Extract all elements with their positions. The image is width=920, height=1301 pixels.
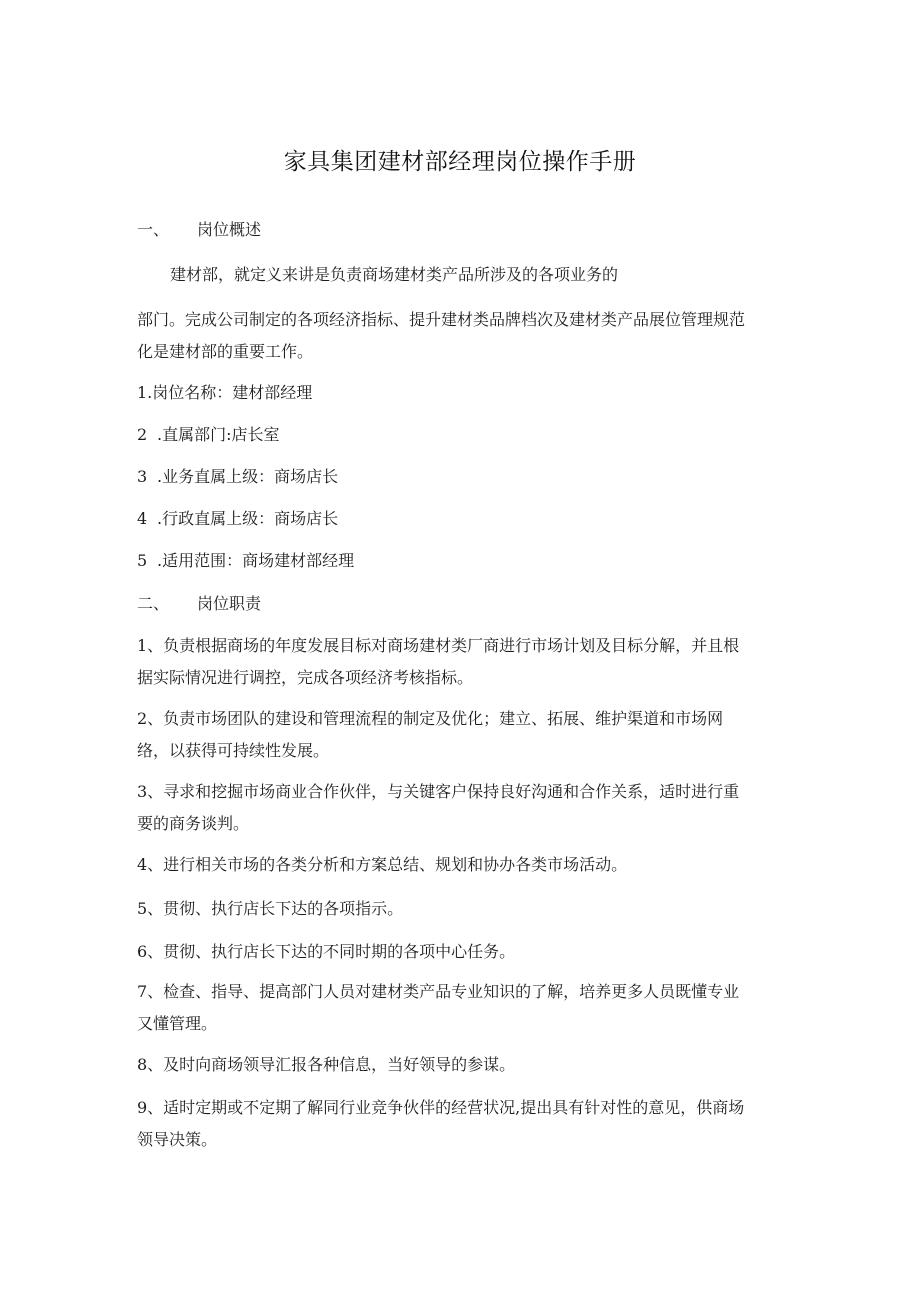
duty-line: 要的商务谈判。: [137, 814, 250, 833]
duty-line: 2、负责市场团队的建设和管理流程的制定及优化；建立、拓展、维护渠道和市场网: [137, 709, 724, 728]
intro-line-3: 化是建材部的重要工作。: [137, 342, 314, 361]
section-heading-duties: [137, 593, 261, 615]
duty-line: 8、及时向商场领导汇报各种信息，当好领导的参谋。: [137, 1055, 516, 1074]
info-item-text: .适用范围：商场建材部经理: [157, 551, 355, 570]
duty-item-3: [137, 776, 787, 840]
info-item-text: .业务直属上级：商场店长: [157, 467, 339, 486]
intro-paragraph: [137, 304, 787, 368]
duty-item-5: [137, 893, 787, 925]
duty-line: 6、贯彻、执行店长下达的不同时期的各项中心任务。: [137, 942, 516, 961]
duty-item-8: [137, 1049, 787, 1081]
info-item-number: 4: [137, 509, 148, 528]
duty-line: 又懂管理。: [137, 1014, 218, 1033]
duty-item-9: [137, 1092, 787, 1156]
duty-item-4: [137, 849, 787, 881]
duty-line: 4、进行相关市场的各类分析和方案总结、规划和协办各类市场活动。: [137, 855, 628, 874]
duty-line: 领导决策。: [137, 1130, 218, 1149]
duty-line: 9、适时定期或不定期了解同行业竞争伙伴的经营状况,提出具有针对性的意见，供商场: [137, 1098, 745, 1117]
duty-item-6: [137, 936, 787, 968]
section-heading-overview: [137, 219, 261, 241]
info-item-scope: [137, 550, 354, 572]
info-item-number: 1.: [137, 383, 153, 402]
info-item-admin-superior: [137, 508, 338, 530]
duty-item-2: [137, 703, 787, 767]
info-item-text: .行政直属上级：商场店长: [157, 509, 339, 528]
info-item-number: 3: [137, 467, 148, 486]
section-number: 一、: [137, 220, 170, 239]
info-item-business-superior: [137, 466, 338, 488]
section-number: 二、: [137, 594, 170, 613]
duty-line: 3、寻求和挖掘市场商业合作伙伴，与关键客户保持良好沟通和合作关系，适时进行重: [137, 782, 740, 801]
intro-line-1: 建材部，就定义来讲是负责商场建材类产品所涉及的各项业务的: [170, 265, 619, 284]
document-title: 家具集团建材部经理岗位操作手册: [283, 149, 637, 175]
duty-line: 络，以获得可持续性发展。: [137, 741, 330, 760]
duty-line: 5、贯彻、执行店长下达的各项指示。: [137, 899, 404, 918]
info-item-text: .直属部门:店长室: [157, 425, 280, 444]
duty-line: 1、负责根据商场的年度发展目标对商场建材类厂商进行市场计划及目标分解，并且根: [137, 636, 740, 655]
section-title: 岗位职责: [197, 594, 262, 613]
info-item-text: 岗位名称：建材部经理: [152, 383, 313, 402]
info-item-number: 5: [137, 551, 148, 570]
info-item-number: 2: [137, 425, 148, 444]
info-item-name: [137, 382, 312, 404]
duty-item-1: [137, 630, 787, 694]
section-title: 岗位概述: [197, 220, 262, 239]
intro-line-2: 部门。完成公司制定的各项经济指标、提升建材类品牌档次及建材类产品展位管理规范: [137, 310, 746, 329]
duty-item-7: [137, 976, 787, 1040]
duty-line: 据实际情况进行调控，完成各项经济考核指标。: [137, 668, 474, 687]
duty-line: 7、检查、指导、提高部门人员对建材类产品专业知识的了解，培养更多人员既懂专业: [137, 982, 740, 1001]
info-item-department: [137, 424, 279, 446]
